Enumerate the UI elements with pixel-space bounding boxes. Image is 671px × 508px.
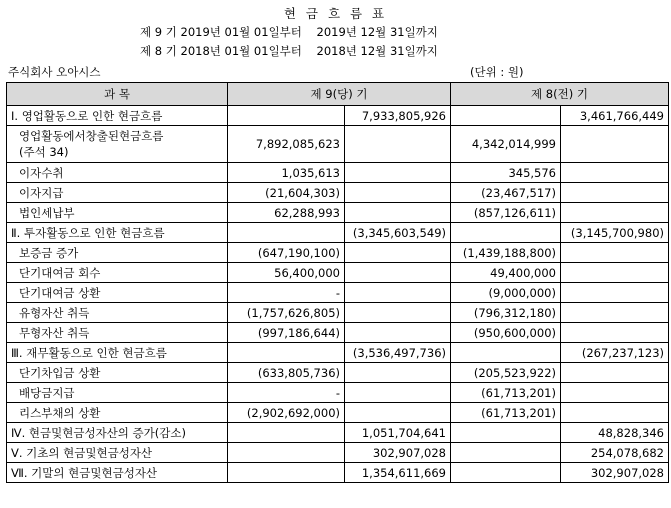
current-total-value (345, 303, 451, 323)
prior-detail-value (451, 443, 561, 463)
row-label: Ⅲ. 재무활동으로 인한 현금흐름 (7, 343, 228, 363)
current-detail-value: 1,035,613 (228, 163, 345, 183)
current-detail-value: (21,604,303) (228, 183, 345, 203)
table-row (7, 163, 669, 183)
current-detail-value (228, 106, 345, 126)
row-label: Ⅱ. 투자활동으로 인한 현금흐름 (7, 223, 228, 243)
current-detail-value: 7,892,085,623 (228, 126, 345, 163)
row-label: 단기대여금 상환 (7, 283, 228, 303)
row-label: Ⅶ. 기말의 현금및현금성자산 (7, 463, 228, 483)
current-detail-value (228, 343, 345, 363)
prior-detail-value: (857,126,611) (451, 203, 561, 223)
prior-total-value (561, 363, 669, 383)
cash-flow-table (6, 82, 669, 483)
current-total-value (345, 126, 451, 163)
table-row (7, 303, 669, 323)
current-total-value: 1,354,611,669 (345, 463, 451, 483)
column-header-prior: 제 8(전) 기 (451, 83, 669, 106)
prior-total-value (561, 323, 669, 343)
prior-total-value: 3,461,766,449 (561, 106, 669, 126)
row-label: Ⅳ. 현금및현금성자산의 증가(감소) (7, 423, 228, 443)
prior-detail-value (451, 423, 561, 443)
row-label: 단기대여금 회수 (7, 263, 228, 283)
current-total-value: (3,536,497,736) (345, 343, 451, 363)
current-detail-value: 56,400,000 (228, 263, 345, 283)
current-detail-value: (633,805,736) (228, 363, 345, 383)
company-name: 주식회사 오아시스 (8, 65, 101, 79)
current-total-value (345, 163, 451, 183)
current-total-value (345, 283, 451, 303)
prior-total-value: 254,078,682 (561, 443, 669, 463)
row-label: 배당금지급 (7, 383, 228, 403)
current-total-value: (3,345,603,549) (345, 223, 451, 243)
current-total-value: 1,051,704,641 (345, 423, 451, 443)
table-row (7, 423, 669, 443)
prior-detail-value (451, 223, 561, 243)
prior-detail-value: (9,000,000) (451, 283, 561, 303)
current-detail-value: (2,902,692,000) (228, 403, 345, 423)
row-label: 무형자산 취득 (7, 323, 228, 343)
current-total-value (345, 183, 451, 203)
table-row (7, 383, 669, 403)
prior-total-value (561, 303, 669, 323)
table-row (7, 283, 669, 303)
table-row (7, 463, 669, 483)
current-total-value: 7,933,805,926 (345, 106, 451, 126)
column-header-current: 제 9(당) 기 (228, 83, 451, 106)
current-total-value (345, 323, 451, 343)
current-total-value (345, 203, 451, 223)
prior-detail-value: 345,576 (451, 163, 561, 183)
current-detail-value: - (228, 383, 345, 403)
current-detail-value: 62,288,993 (228, 203, 345, 223)
row-label: 법인세납부 (7, 203, 228, 223)
prior-total-value (561, 283, 669, 303)
table-row (7, 106, 669, 126)
table-row (7, 323, 669, 343)
prior-detail-value: (61,713,201) (451, 383, 561, 403)
prior-total-value (561, 163, 669, 183)
table-header-row (7, 83, 669, 106)
current-detail-value: (1,757,626,805) (228, 303, 345, 323)
prior-total-value (561, 203, 669, 223)
prior-total-value (561, 126, 669, 163)
row-label: 단기차입금 상환 (7, 363, 228, 383)
current-total-value (345, 383, 451, 403)
table-row (7, 126, 669, 163)
row-label: 리스부채의 상환 (7, 403, 228, 423)
statement-title: 현 금 흐 름 표 (283, 6, 388, 21)
current-total-value (345, 403, 451, 423)
table-row (7, 183, 669, 203)
prior-total-value (561, 183, 669, 203)
row-label: 이자수취 (7, 163, 228, 183)
prior-detail-value: (950,600,000) (451, 323, 561, 343)
prior-total-value (561, 403, 669, 423)
row-label: 보증금 증가 (7, 243, 228, 263)
prior-total-value: (267,237,123) (561, 343, 669, 363)
current-total-value: 302,907,028 (345, 443, 451, 463)
prior-detail-value (451, 343, 561, 363)
row-label: Ⅴ. 기초의 현금및현금성자산 (7, 443, 228, 463)
table-row (7, 243, 669, 263)
table-row (7, 223, 669, 243)
prior-total-value: 302,907,028 (561, 463, 669, 483)
prior-detail-value: (205,523,922) (451, 363, 561, 383)
prior-total-value: 48,828,346 (561, 423, 669, 443)
prior-total-value (561, 263, 669, 283)
prior-detail-value (451, 463, 561, 483)
row-label (7, 126, 228, 163)
prior-detail-value: (23,467,517) (451, 183, 561, 203)
row-label: Ⅰ. 영업활동으로 인한 현금흐름 (7, 106, 228, 126)
table-row (7, 343, 669, 363)
row-label-note: (주석 34) (19, 145, 69, 159)
current-total-value (345, 363, 451, 383)
prior-detail-value (451, 106, 561, 126)
current-detail-value: (997,186,644) (228, 323, 345, 343)
period-current: 제 9 기 2019년 01월 01일부터 2019년 12월 31일까지 (140, 25, 438, 39)
current-detail-value: - (228, 283, 345, 303)
table-row (7, 203, 669, 223)
prior-detail-value: 49,400,000 (451, 263, 561, 283)
current-total-value (345, 263, 451, 283)
prior-detail-value: 4,342,014,999 (451, 126, 561, 163)
prior-total-value (561, 383, 669, 403)
prior-total-value (561, 243, 669, 263)
current-detail-value (228, 223, 345, 243)
row-label: 유형자산 취득 (7, 303, 228, 323)
prior-detail-value: (61,713,201) (451, 403, 561, 423)
current-detail-value (228, 423, 345, 443)
row-label-line1: 영업활동에서창출된현금흐름 (19, 129, 164, 143)
table-row (7, 263, 669, 283)
column-header-account: 과 목 (7, 83, 228, 106)
table-row (7, 443, 669, 463)
current-total-value (345, 243, 451, 263)
current-detail-value: (647,190,100) (228, 243, 345, 263)
current-detail-value (228, 463, 345, 483)
table-row (7, 363, 669, 383)
prior-total-value: (3,145,700,980) (561, 223, 669, 243)
unit-label: (단위 : 원) (470, 65, 524, 79)
row-label: 이자지급 (7, 183, 228, 203)
current-detail-value (228, 443, 345, 463)
period-prior: 제 8 기 2018년 01월 01일부터 2018년 12월 31일까지 (140, 44, 438, 58)
prior-detail-value: (1,439,188,800) (451, 243, 561, 263)
prior-detail-value: (796,312,180) (451, 303, 561, 323)
table-row (7, 403, 669, 423)
